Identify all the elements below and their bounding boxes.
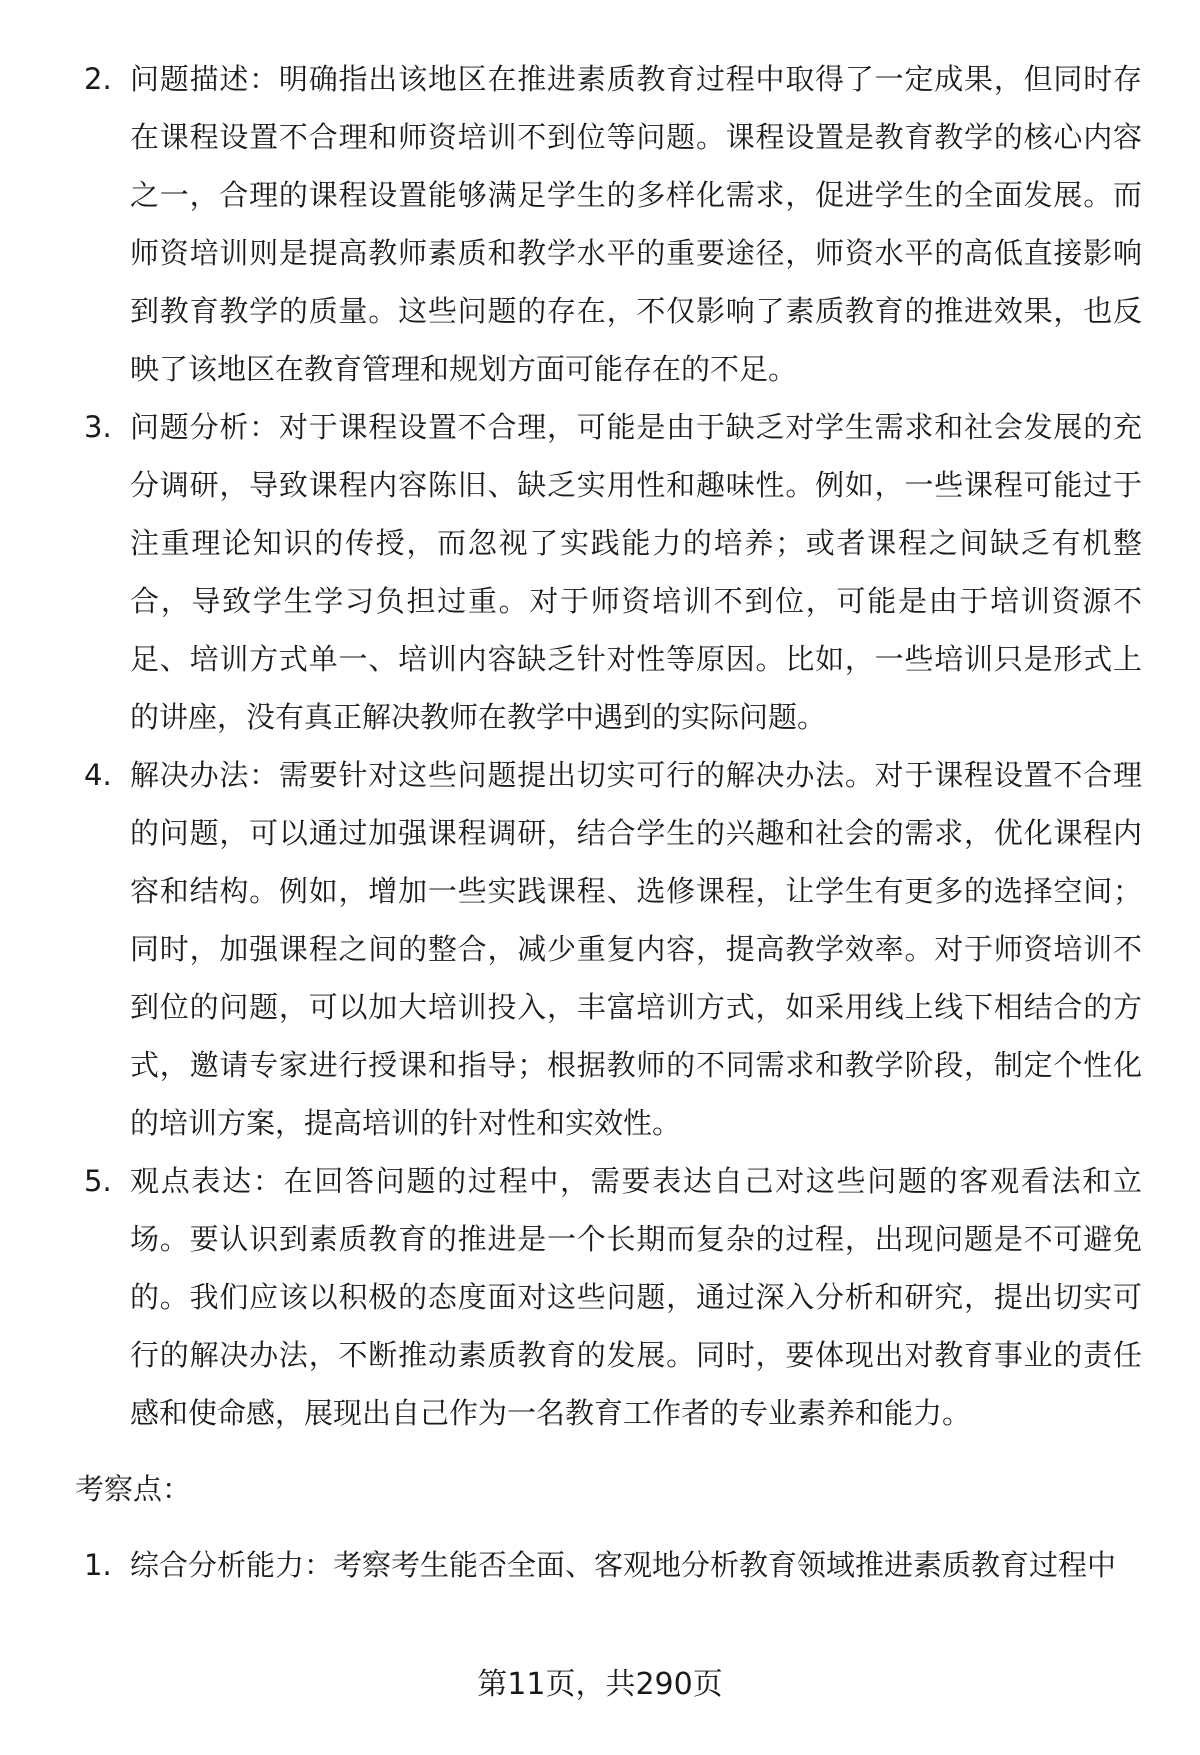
list-item-text: 综合分析能力：考察考生能否全面、客观地分析教育领域推进素质教育过程中 <box>130 1548 1117 1582</box>
page-footer: 第11页，共290页 <box>477 1667 723 1702</box>
list-item-number: 2. <box>84 62 112 96</box>
list-item <box>84 1152 1142 1442</box>
list-item-text: 问题描述：明确指出该地区在推进素质教育过程中取得了一定成果，但同时存在课程设置不合理和师资培训不到位等问题。课程设置是教育教学的核心内容之一，合理的课程设置能够满足学生的多样化需求，促进学生的全面发展。而师资培训则是提高教师素质和教学水平的重要途径，师资水平的高低直接影响到教育教学的质量。这些问题的存在，不仅影响了素质教育的推进效果，也反映了该地区在教育管理和规划方面可能存在的不足。 <box>130 62 1142 386</box>
section-heading: 考察点： <box>75 1472 192 1506</box>
list-item-text: 观点表达：在回答问题的过程中，需要表达自己对这些问题的客观看法和立场。要认识到素质教育的推进是一个长期而复杂的过程，出现问题是不可避免的。我们应该以积极的态度面对这些问题，通过深入分析和研究，提出切实可行的解决办法，不断推动素质教育的发展。同时，要体现出对教育事业的责任感和使命感，展现出自己作为一名教育工作者的专业素养和能力。 <box>130 1164 1142 1430</box>
list-item-text: 解决办法：需要针对这些问题提出切实可行的解决办法。对于课程设置不合理的问题，可以通过加强课程调研，结合学生的兴趣和社会的需求，优化课程内容和结构。例如，增加一些实践课程、选修课程，让学生有更多的选择空间；同时，加强课程之间的整合，减少重复内容，提高教学效率。对于师资培训不到位的问题，可以加大培训投入，丰富培训方式，如采用线上线下相结合的方式，邀请专家进行授课和指导；根据教师的不同需求和教学阶段，制定个性化的培训方案，提高培训的针对性和实效性。 <box>130 758 1142 1140</box>
list-item <box>84 1536 1142 1594</box>
list-item-number: 4. <box>84 758 112 792</box>
document-content <box>0 50 1200 1594</box>
list-item-number: 5. <box>84 1164 112 1198</box>
list-item <box>84 50 1142 398</box>
list-item <box>84 398 1142 746</box>
list-item-number: 1. <box>84 1548 112 1582</box>
list-item-text: 问题分析：对于课程设置不合理，可能是由于缺乏对学生需求和社会发展的充分调研，导致课程内容陈旧、缺乏实用性和趣味性。例如，一些课程可能过于注重理论知识的传授，而忽视了实践能力的培养；或者课程之间缺乏有机整合，导致学生学习负担过重。对于师资培训不到位，可能是由于培训资源不足、培训方式单一、培训内容缺乏针对性等原因。比如，一些培训只是形式上的讲座，没有真正解决教师在教学中遇到的实际问题。 <box>130 410 1142 734</box>
list-item-number: 3. <box>84 410 112 444</box>
list-item <box>84 746 1142 1152</box>
